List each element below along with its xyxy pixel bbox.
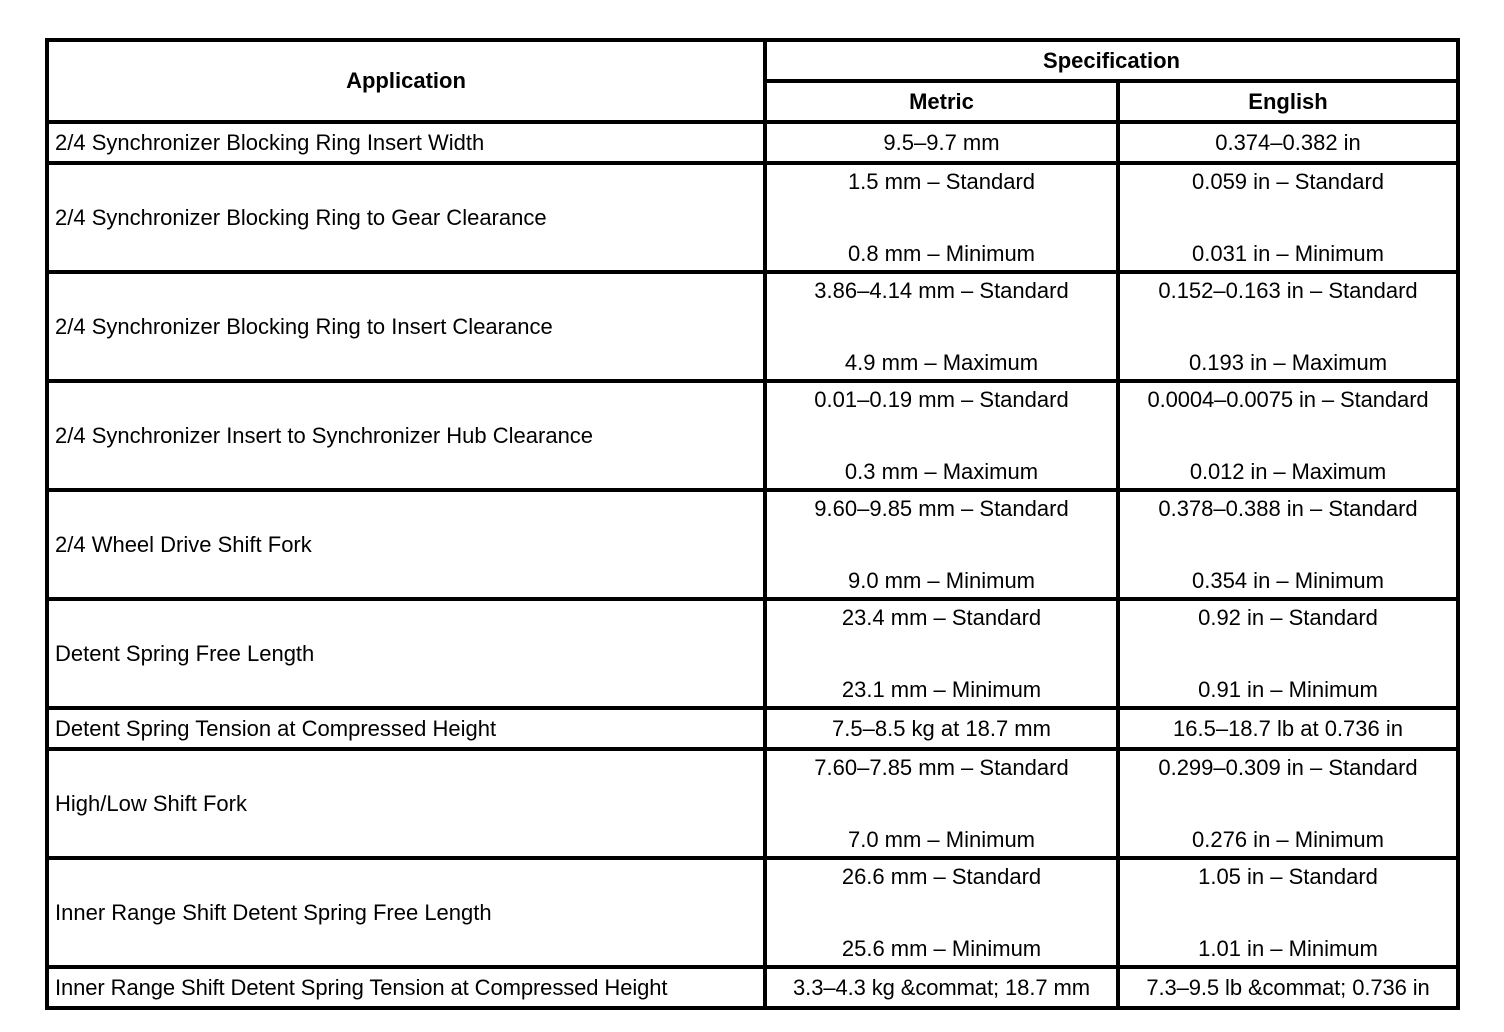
header-english: English [1118,81,1458,122]
english-limit-value: 0.354 in – Minimum [1192,567,1384,593]
english-standard-value: 0.059 in – Standard [1191,168,1385,194]
application-cell: Detent Spring Free Length [47,599,765,708]
table-row [47,272,1458,381]
application-cell: 2/4 Synchronizer Blocking Ring to Insert Clearance [47,272,765,381]
metric-limit-value: 25.6 mm – Minimum [841,935,1042,961]
metric-standard-value: 9.60–9.85 mm – Standard [814,495,1069,521]
metric-standard-value: 26.6 mm – Standard [841,863,1042,889]
table-row [47,122,1458,163]
application-cell: Inner Range Shift Detent Spring Tension at Compressed Height [47,967,765,1008]
english-limit-value: 0.193 in – Maximum [1188,349,1388,375]
metric-standard-value: 1.5 mm – Standard [847,168,1036,194]
metric-cell [765,163,1118,272]
metric-cell: 9.5–9.7 mm [765,122,1118,163]
english-standard-value: 0.0004–0.0075 in – Standard [1147,386,1429,412]
table-row [47,381,1458,490]
english-cell [1118,599,1458,708]
english-standard-value: 0.378–0.388 in – Standard [1158,495,1418,521]
header-specification: Specification [765,40,1458,81]
table-row [47,708,1458,749]
table-row [47,599,1458,708]
english-cell: 16.5–18.7 lb at 0.736 in [1118,708,1458,749]
application-cell: 2/4 Synchronizer Blocking Ring to Gear Clearance [47,163,765,272]
english-limit-value: 1.01 in – Minimum [1198,935,1378,961]
metric-limit-value: 0.3 mm – Maximum [844,458,1039,484]
metric-limit-value: 9.0 mm – Minimum [847,567,1036,593]
specification-table [45,38,1460,1010]
table-row [47,858,1458,967]
application-cell: 2/4 Wheel Drive Shift Fork [47,490,765,599]
table-row [47,749,1458,858]
english-standard-value: 0.299–0.309 in – Standard [1158,754,1418,780]
application-cell: High/Low Shift Fork [47,749,765,858]
metric-limit-value: 4.9 mm – Maximum [844,349,1039,375]
english-cell [1118,749,1458,858]
english-cell [1118,858,1458,967]
metric-standard-value: 3.86–4.14 mm – Standard [814,277,1069,303]
metric-limit-value: 0.8 mm – Minimum [847,240,1036,266]
english-cell [1118,381,1458,490]
metric-cell [765,490,1118,599]
english-limit-value: 0.012 in – Maximum [1189,458,1387,484]
metric-cell [765,749,1118,858]
english-limit-value: 0.276 in – Minimum [1192,826,1384,852]
english-standard-value: 0.92 in – Standard [1198,604,1378,630]
english-cell: 0.374–0.382 in [1118,122,1458,163]
metric-cell [765,599,1118,708]
metric-standard-value: 23.4 mm – Standard [841,604,1042,630]
metric-cell: 7.5–8.5 kg at 18.7 mm [765,708,1118,749]
metric-limit-value: 7.0 mm – Minimum [847,826,1036,852]
english-cell [1118,163,1458,272]
metric-standard-value: 0.01–0.19 mm – Standard [814,386,1069,412]
application-cell: 2/4 Synchronizer Insert to Synchronizer Hub Clearance [47,381,765,490]
metric-cell: 3.3–4.3 kg &commat; 18.7 mm [765,967,1118,1008]
english-cell [1118,490,1458,599]
metric-standard-value: 7.60–7.85 mm – Standard [814,754,1069,780]
metric-limit-value: 23.1 mm – Minimum [841,676,1042,702]
table-row [47,490,1458,599]
application-cell: Inner Range Shift Detent Spring Free Length [47,858,765,967]
english-limit-value: 0.91 in – Minimum [1198,676,1378,702]
metric-cell [765,858,1118,967]
english-standard-value: 0.152–0.163 in – Standard [1158,277,1418,303]
metric-cell [765,272,1118,381]
english-limit-value: 0.031 in – Minimum [1192,240,1384,266]
english-cell [1118,272,1458,381]
english-cell: 7.3–9.5 lb &commat; 0.736 in [1118,967,1458,1008]
header-metric: Metric [765,81,1118,122]
header-application: Application [47,40,765,122]
application-cell: Detent Spring Tension at Compressed Height [47,708,765,749]
metric-cell [765,381,1118,490]
english-standard-value: 1.05 in – Standard [1198,863,1378,889]
application-cell: 2/4 Synchronizer Blocking Ring Insert Width [47,122,765,163]
table-row [47,967,1458,1008]
table-row [47,163,1458,272]
